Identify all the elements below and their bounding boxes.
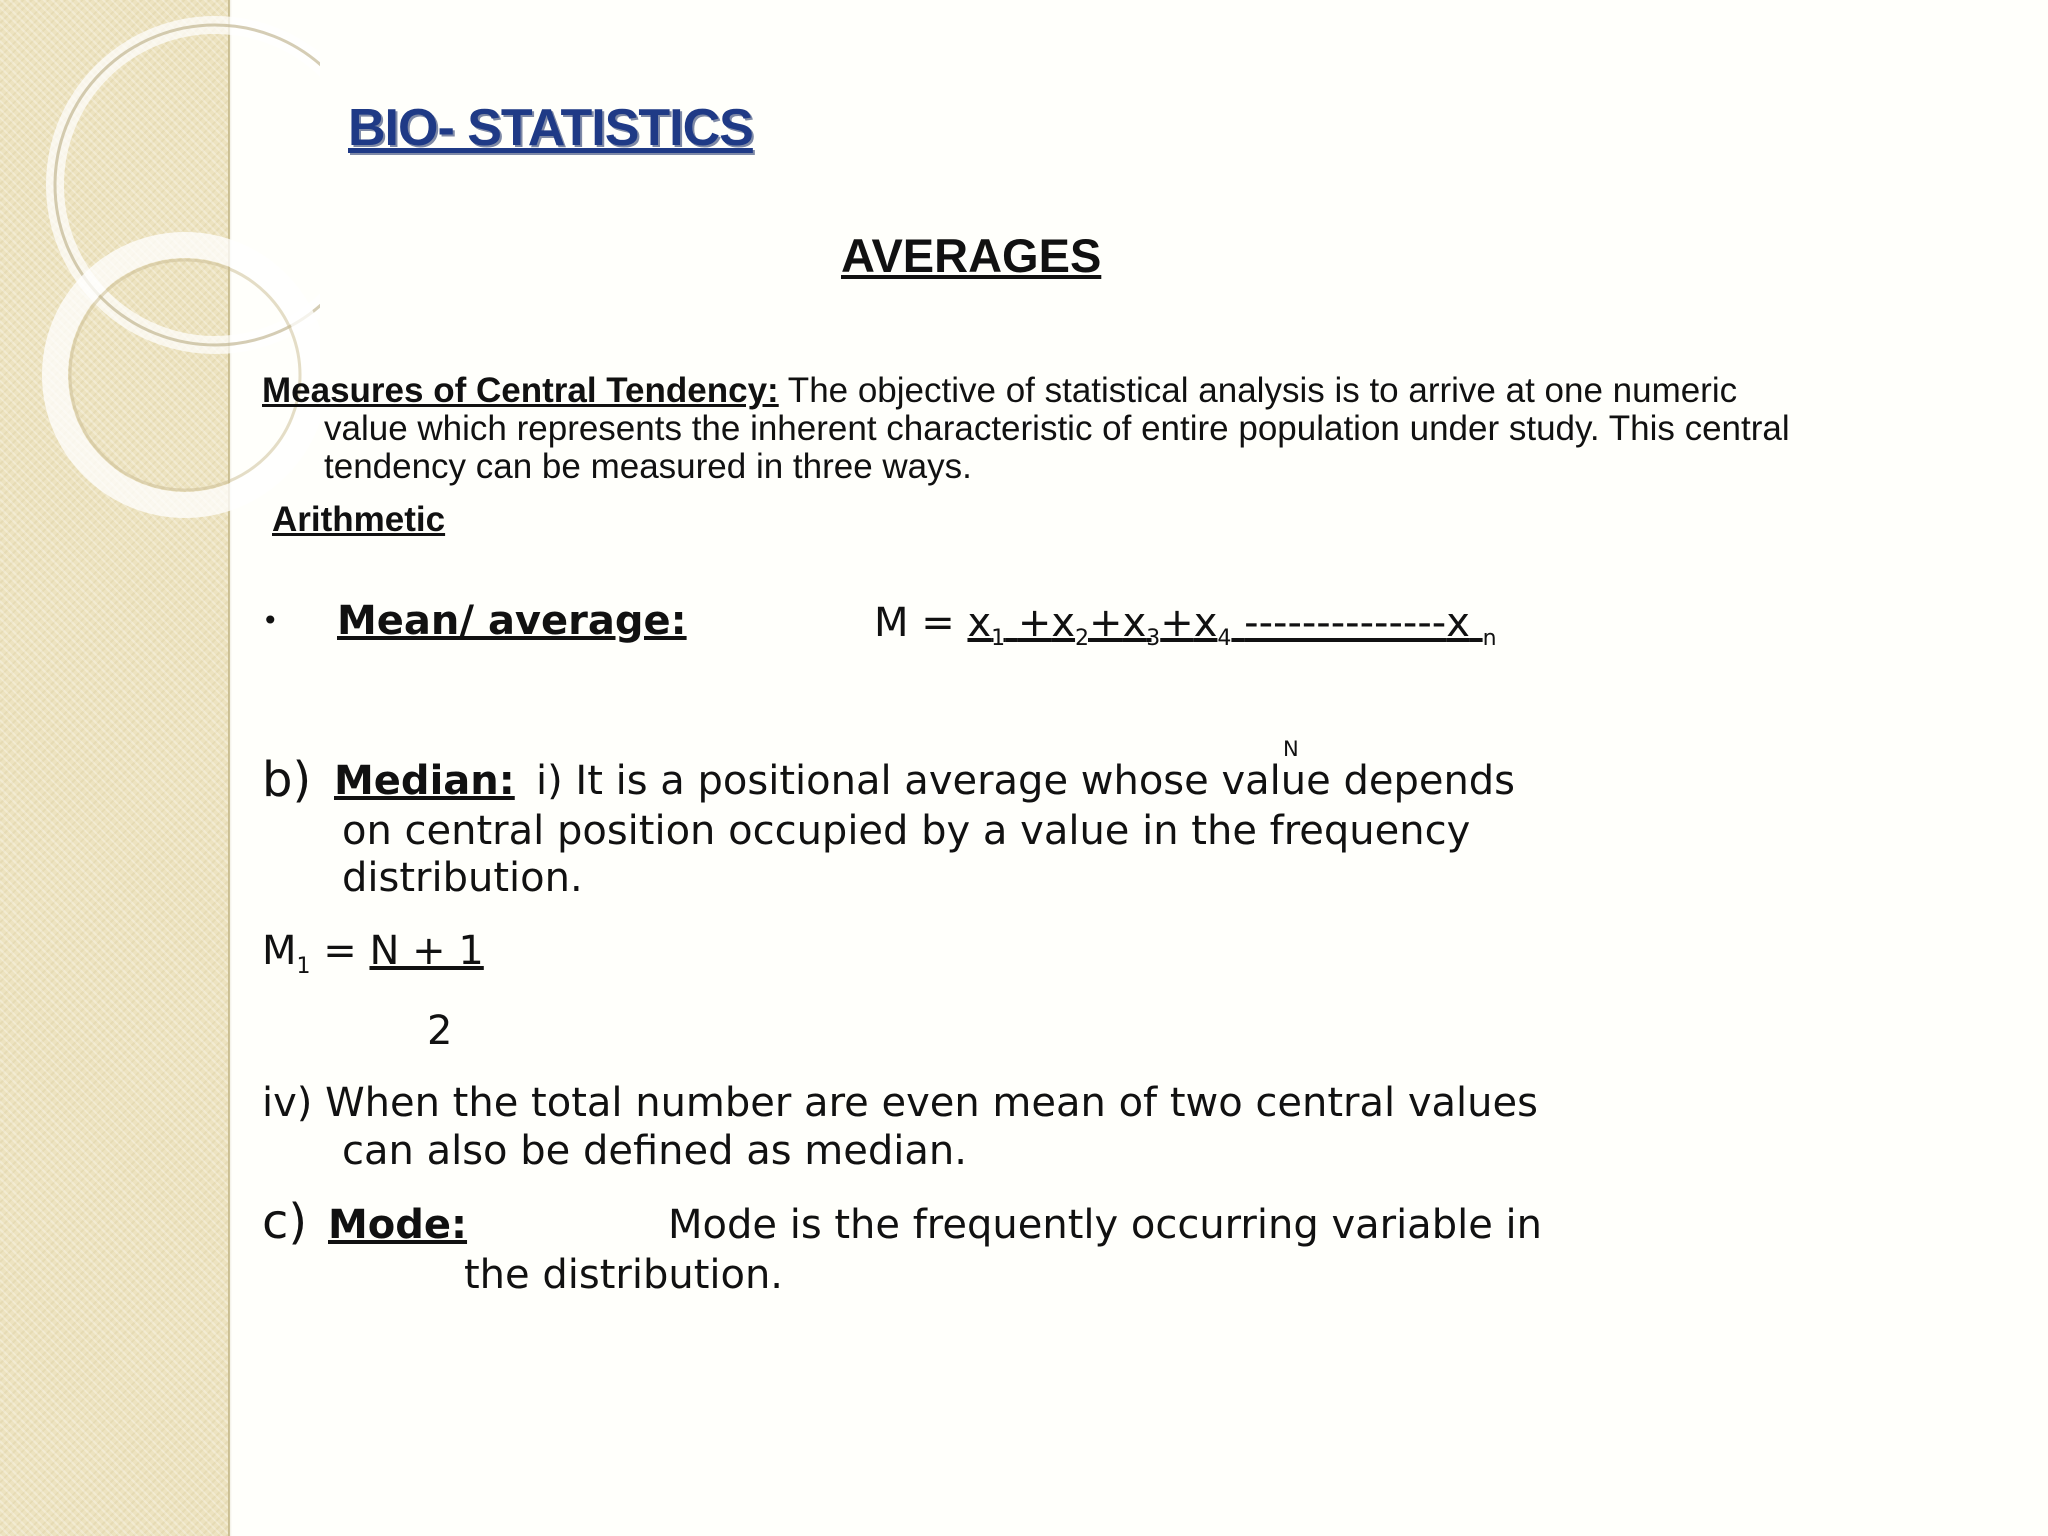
mode-label: Mode:: [328, 1202, 468, 1248]
intro-line-1: The objective of statistical analysis is to arrive at one numeric: [778, 371, 1738, 410]
intro-paragraph: [262, 372, 1922, 486]
mode-text-line-1: Mode is the frequently occurring variable in: [668, 1202, 1542, 1248]
median-marker: b): [262, 752, 312, 808]
median-text-line-2: on central position occupied by a value in the frequency: [342, 808, 1471, 854]
mean-label: Mean/ average:: [337, 598, 687, 644]
median-note-line-2: can also be defined as median.: [342, 1128, 967, 1174]
intro-line-2: value which represents the inherent characteristic of entire population under study. This central: [324, 409, 1790, 448]
page-title: BIO- STATISTICS: [348, 99, 753, 157]
bullet-icon: •: [262, 604, 279, 637]
mean-formula-denominator: N: [1283, 737, 1299, 761]
mode-marker: c): [262, 1194, 308, 1250]
median-formula-numerator: N + 1: [369, 928, 484, 974]
median-formula-denominator: 2: [427, 1008, 453, 1054]
median-text-line-1: i) It is a positional average whose value depends: [536, 758, 1516, 804]
mean-formula-lhs: M =: [874, 600, 968, 646]
mode-text-line-2: the distribution.: [464, 1252, 784, 1298]
intro-heading: Measures of Central Tendency:: [262, 371, 779, 410]
mean-formula: [874, 600, 1497, 651]
mean-formula-numerator: $x_1 +x_2+x_3+x_4$ --------------x $_n$: [967, 600, 1497, 651]
median-formula: $M_1 = N + 1$: [262, 928, 484, 979]
median-note-line-1: iv) When the total number are even mean of two central values: [262, 1080, 1538, 1126]
median-text-line-3: distribution.: [342, 855, 583, 901]
intro-line-3: tendency can be measured in three ways.: [324, 447, 972, 486]
section-title: AVERAGES: [841, 229, 1102, 282]
median-label: Median:: [334, 758, 515, 804]
arithmetic-label: Arithmetic: [272, 500, 446, 539]
